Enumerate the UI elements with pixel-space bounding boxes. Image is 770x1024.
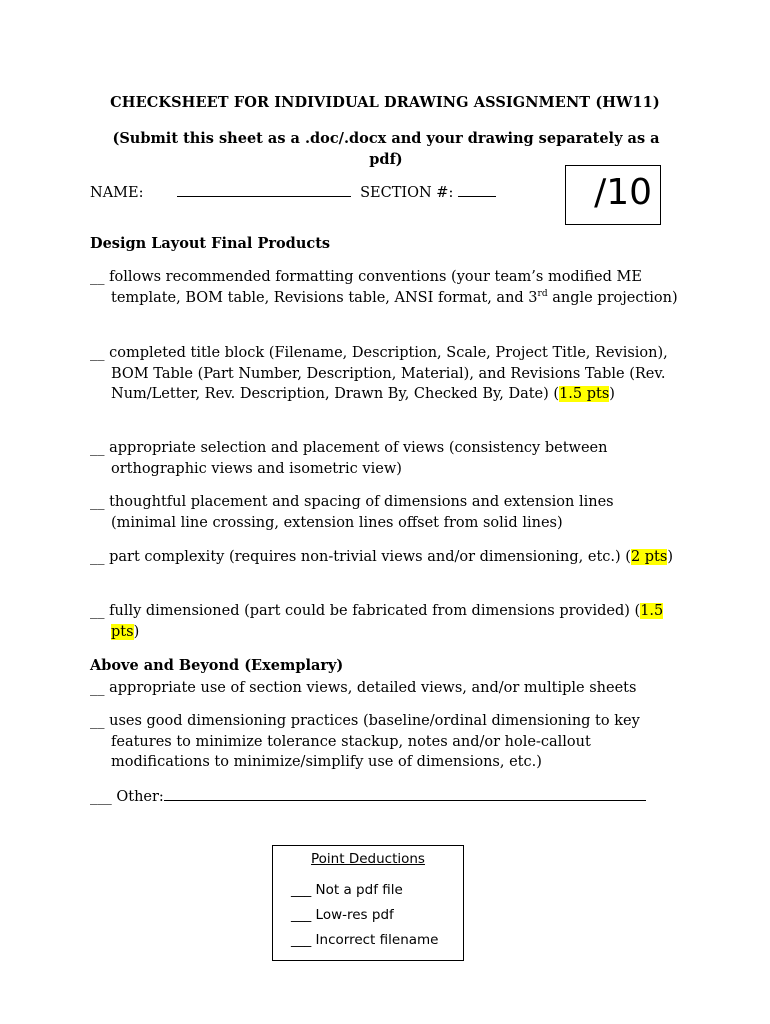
ordinal-suffix: rd xyxy=(537,288,548,299)
item-text: appropriate use of section views, detailed views, and/or multiple sheets xyxy=(109,680,637,696)
checklist-item-complexity xyxy=(90,547,680,568)
close-paren: ) xyxy=(133,623,140,640)
deduction-text: Low-res pdf xyxy=(315,907,394,923)
checklist-item-formatting xyxy=(90,267,680,308)
checklist-item-section-views xyxy=(90,678,680,699)
design-layout-heading: Design Layout Final Products xyxy=(90,235,331,252)
check-blank[interactable]: __ xyxy=(90,713,110,729)
item-text-cont: angle projection) xyxy=(547,289,678,306)
item-text: fully dimensioned (part could be fabricated from dimensions provided) ( xyxy=(109,603,641,619)
points-highlight: 1.5 pts xyxy=(559,386,610,402)
check-blank[interactable]: __ xyxy=(90,549,110,565)
checklist-item-fully-dimensioned xyxy=(90,601,680,642)
checklist-item-dimensioning-practices xyxy=(90,711,680,773)
above-beyond-heading: Above and Beyond (Exemplary) xyxy=(90,657,344,674)
section-field[interactable] xyxy=(458,182,496,197)
item-text: part complexity (requires non-trivial views and/or dimensioning, etc.) ( xyxy=(109,549,631,565)
deductions-title: Point Deductions xyxy=(311,851,425,867)
check-blank[interactable]: __ xyxy=(90,345,110,361)
check-blank[interactable]: ___ xyxy=(291,882,316,898)
check-blank[interactable]: ___ xyxy=(90,789,117,805)
deduction-text: Not a pdf file xyxy=(315,882,403,898)
item-text: thoughtful placement and spacing of dimensions and extension lines (minimal line crossing, extension lines offset from solid lines) xyxy=(109,494,614,531)
page-title: CHECKSHEET FOR INDIVIDUAL DRAWING ASSIGNMENT (HW11) xyxy=(110,94,660,111)
checklist-item-title-block xyxy=(90,343,680,405)
check-blank[interactable]: ___ xyxy=(291,932,316,948)
score-total: /10 xyxy=(594,172,652,213)
close-paren: ) xyxy=(609,386,615,402)
close-paren: ) xyxy=(667,549,673,565)
check-blank[interactable]: __ xyxy=(90,269,110,285)
submission-instructions: (Submit this sheet as a .doc/.docx and your drawing separately as a pdf) xyxy=(112,130,660,168)
other-label: Other: xyxy=(116,789,164,805)
point-deductions-box xyxy=(272,845,464,961)
deduction-not-pdf xyxy=(291,882,403,898)
check-blank[interactable]: ___ xyxy=(291,907,316,923)
deduction-incorrect-filename xyxy=(291,932,439,948)
checklist-item-views xyxy=(90,438,680,479)
deduction-text: Incorrect filename xyxy=(315,932,439,948)
section-label: SECTION #: xyxy=(360,185,454,201)
name-section-row xyxy=(90,182,496,201)
score-box xyxy=(565,165,661,225)
name-field[interactable] xyxy=(177,182,351,197)
check-blank[interactable]: __ xyxy=(90,440,110,456)
item-text: appropriate selection and placement of views (consistency between orthographic views and isometric view) xyxy=(109,440,608,477)
other-field[interactable] xyxy=(164,786,646,801)
points-highlight: 1.5 pts xyxy=(111,603,664,640)
points-highlight: 2 pts xyxy=(630,549,668,565)
deduction-low-res xyxy=(291,907,394,923)
check-blank[interactable]: __ xyxy=(90,680,110,696)
check-blank[interactable]: __ xyxy=(90,603,110,619)
item-text: completed title block (Filename, Description, Scale, Project Title, Revision), BOM Table (Part Number, Description, Material), and Revisions Table (Rev. Num/Letter, Rev. Description, Drawn By, Checked By, Date) ( xyxy=(109,345,668,402)
item-text: follows recommended formatting conventions (your team’s modified ME template, BOM table, Revisions table, ANSI format, and 3 xyxy=(109,269,642,306)
other-row xyxy=(90,786,646,805)
check-blank[interactable]: __ xyxy=(90,494,110,510)
name-label: NAME: xyxy=(90,185,144,201)
item-text: uses good dimensioning practices (baseline/ordinal dimensioning to key features to minimize tolerance stackup, notes and/or hole-callout modifications to minimize/simplify use of dimensions, etc.) xyxy=(109,713,640,770)
checklist-item-dimension-placement xyxy=(90,492,680,533)
